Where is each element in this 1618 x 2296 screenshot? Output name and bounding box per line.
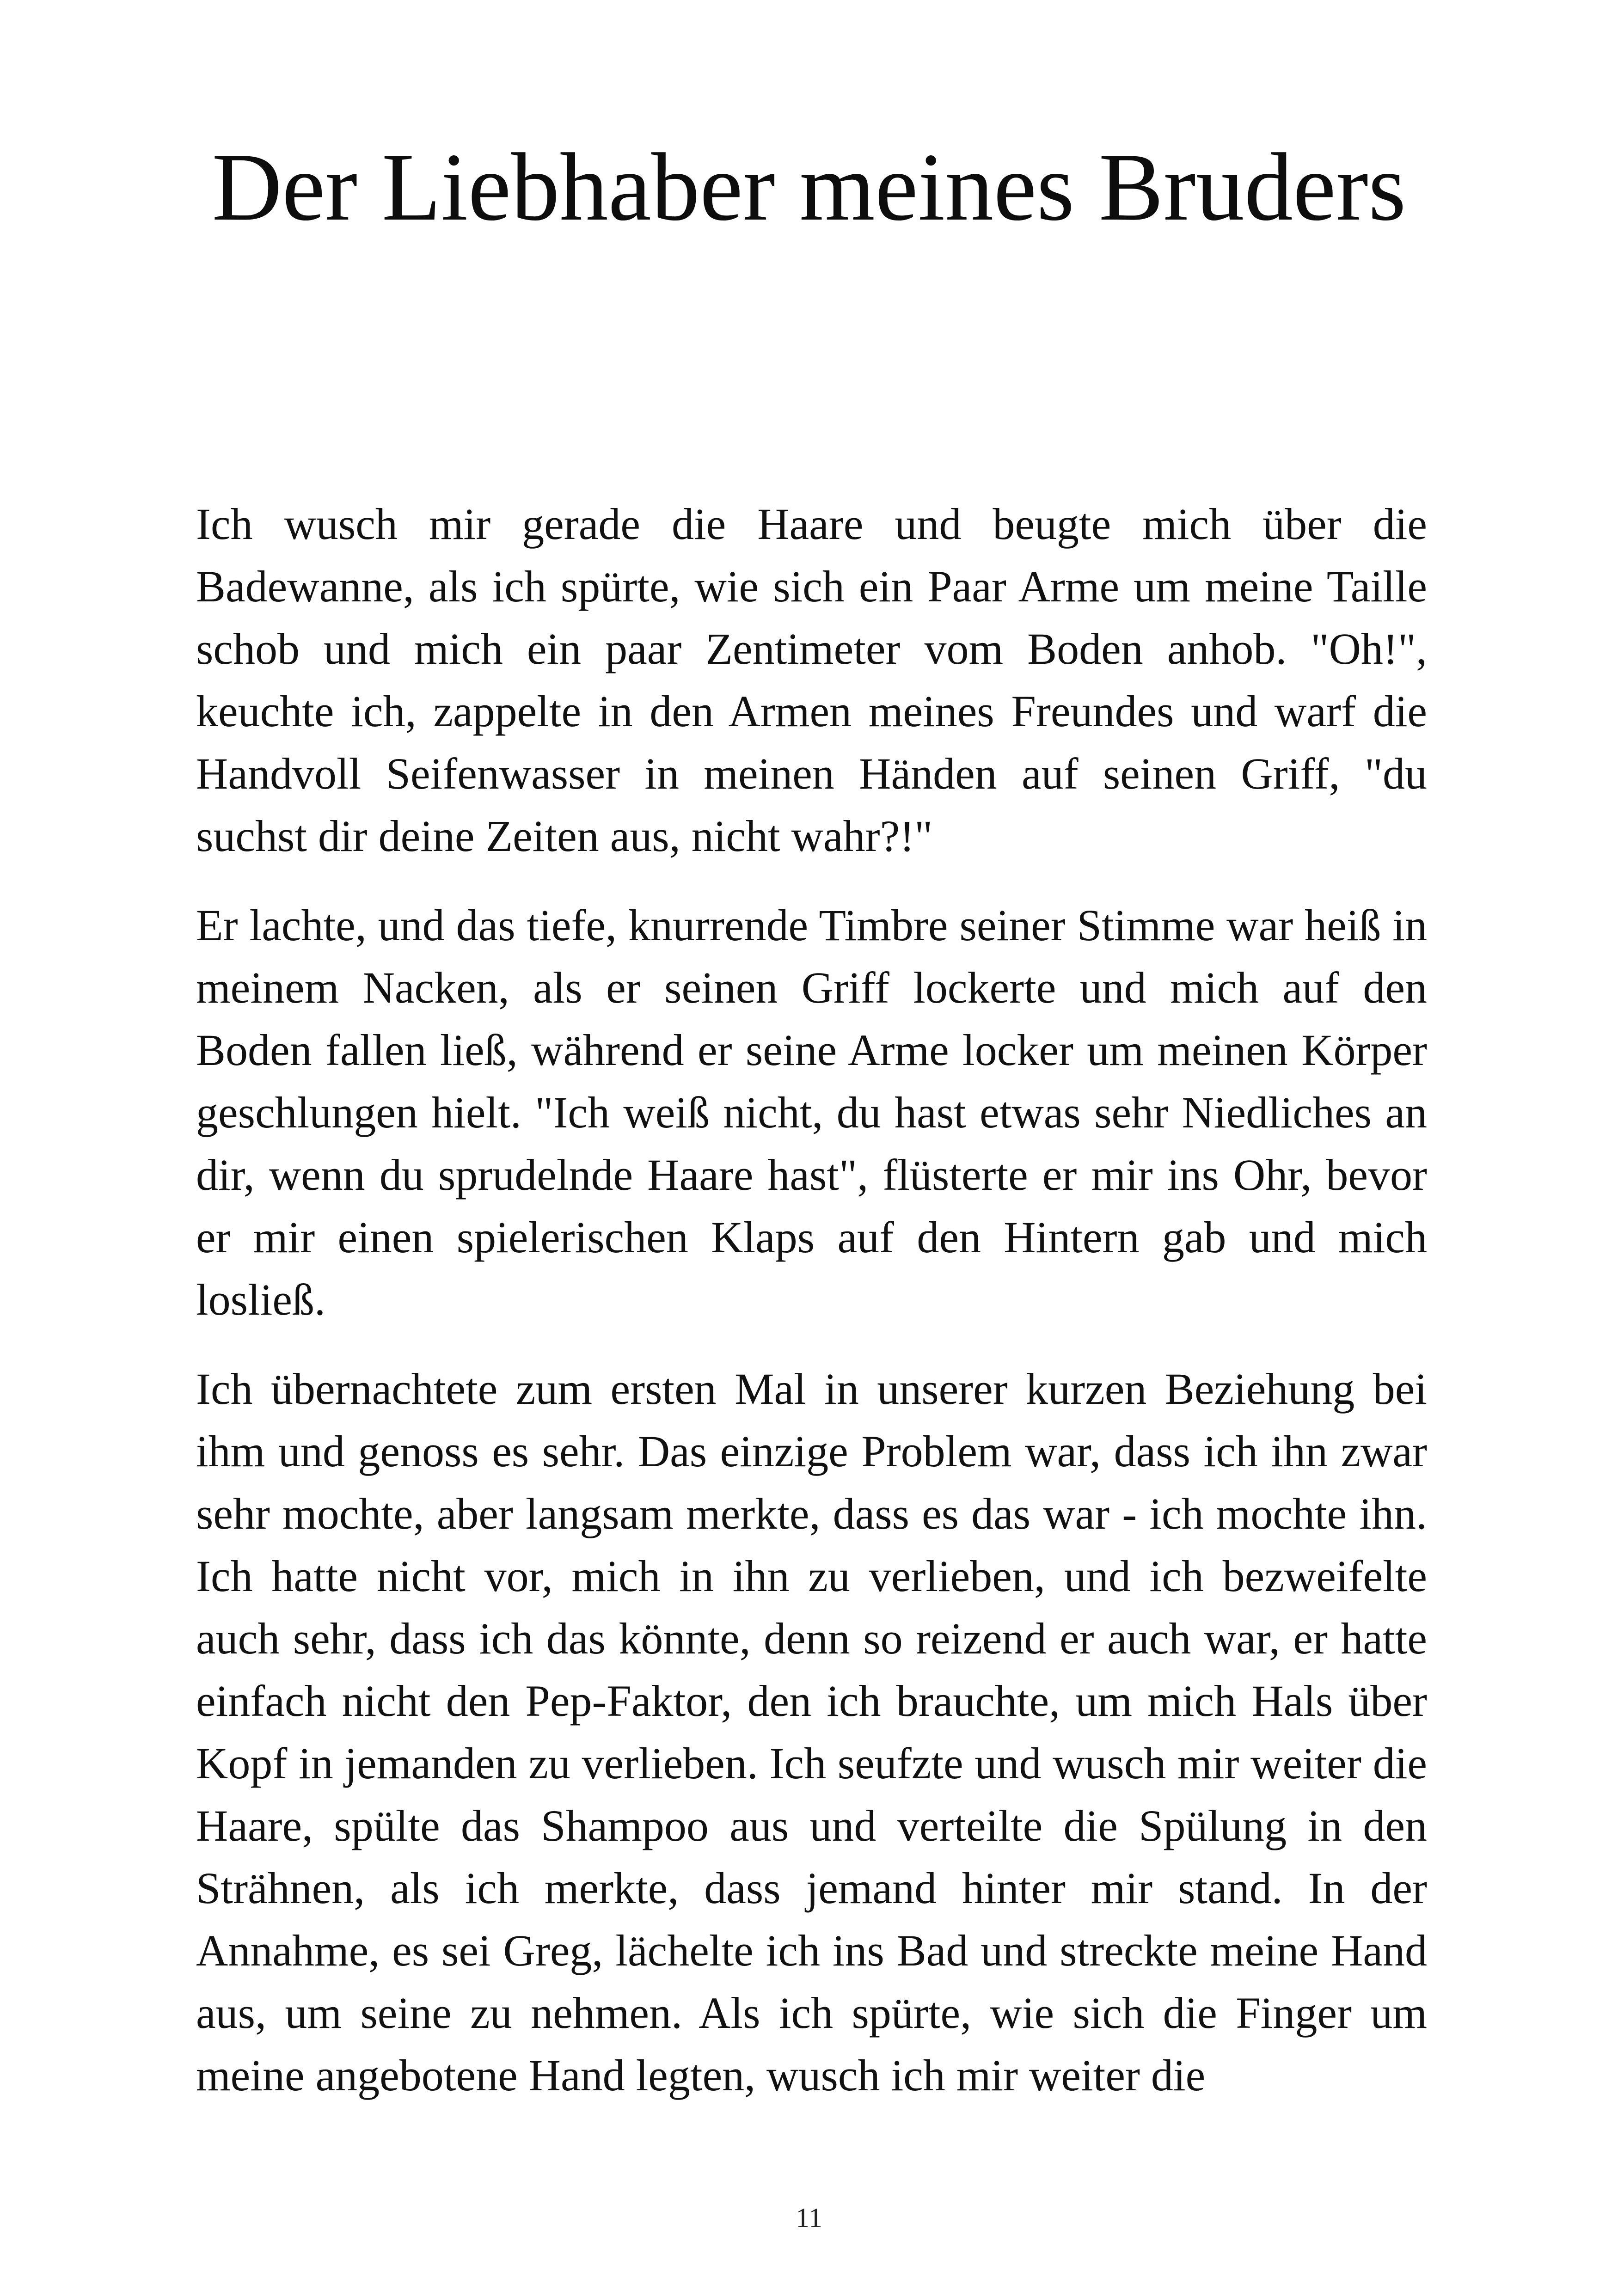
paragraph-1: Ich wusch mir gerade die Haare und beugte mich über die Badewanne, als ich spürte, wie sich ein Paar Arme um meine Taille schob und mich ein paar Zentimeter vom Boden anhob. "Oh!", keuchte ich, zappelte in den Armen meines Freundes und warf die Handvoll Seifenwasser in meinen Händen auf seinen Griff, "du suchst dir deine Zeiten aus, nicht wahr?!" xyxy=(196,499,1427,861)
chapter-title: Der Liebhaber meines Bruders xyxy=(212,134,1406,241)
paragraph-2: Er lachte, und das tiefe, knurrende Timbre seiner Stimme war heiß in meinem Nacken, als er seinen Griff lockerte und mich auf den Boden fallen ließ, während er seine Arme locker um meinen Körper geschlungen hielt. "Ich weiß nicht, du hast etwas sehr Niedliches an dir, wenn du sprudelnde Haare hast", flüsterte er mir ins Ohr, bevor er mir einen spielerischen Klaps auf den Hintern gab und mich losließ. xyxy=(196,900,1427,1324)
chapter-body xyxy=(196,493,1427,2133)
page-number: 11 xyxy=(796,2203,822,2233)
paragraph-3: Ich übernachtete zum ersten Mal in unserer kurzen Beziehung bei ihm und genoss es sehr. Das einzige Problem war, dass ich ihn zwar sehr mochte, aber langsam merkte, dass es das war - ich mochte ihn. Ich hatte nicht vor, mich in ihn zu verlieben, und ich bezweifelte auch sehr, dass ich das könnte, denn so reizend er auch war, er hatte einfach nicht den Pep-Faktor, den ich brauchte, um mich Hals über Kopf in jemanden zu verlieben. Ich seufzte und wusch mir weiter die Haare, spülte das Shampoo aus und verteilte die Spülung in den Strähnen, als ich merkte, dass jemand hinter mir stand. In der Annahme, es sei Greg, lächelte ich ins Bad und streckte meine Hand aus, um seine zu nehmen. Als ich spürte, wie sich die Finger um meine angebotene Hand legten, wusch ich mir weiter die xyxy=(196,1364,1427,2100)
